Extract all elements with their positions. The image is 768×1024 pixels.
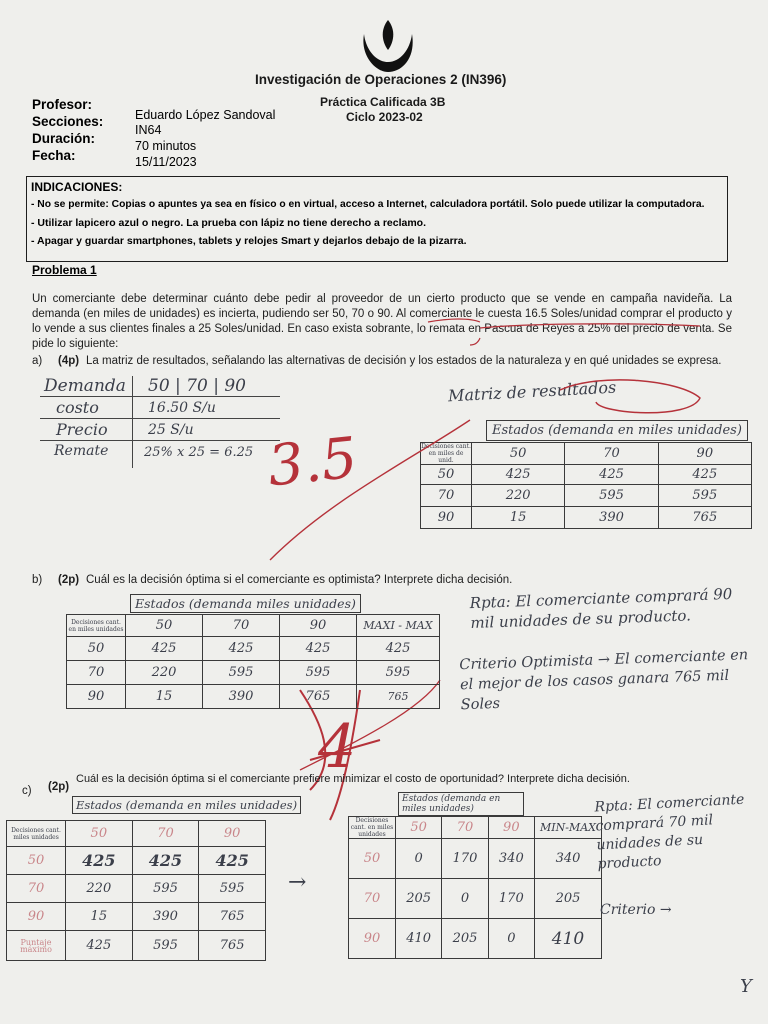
given-value-costo: 16.50 S/u: [148, 400, 216, 416]
value-fecha: 15/11/2023: [135, 155, 197, 169]
matrix-c-minmax-header: MIN-MAX: [535, 817, 602, 839]
matrix-b-cell: 425: [126, 637, 203, 661]
given-label-costo: costo: [56, 398, 99, 417]
matrix-a-cell: 425: [565, 465, 658, 485]
matrix-c-col: 90: [199, 821, 266, 847]
given-label-precio: Precio: [56, 420, 108, 439]
matrix-c-regret-decision: 50: [349, 839, 396, 879]
matrix-a-cell: 425: [472, 465, 565, 485]
matrix-a-cell: 595: [658, 485, 751, 507]
matrix-c-regret: [348, 816, 602, 959]
label-secciones: Secciones:: [32, 114, 104, 129]
part-b-label: b): [32, 574, 43, 586]
matrix-a-cell: 15: [472, 507, 565, 529]
matrix-b-cell: 425: [280, 637, 357, 661]
matrix-b-decision: 50: [67, 637, 126, 661]
grade-part-a: 3.5: [264, 425, 361, 500]
matrix-c-cell: 765: [199, 903, 266, 931]
grade-part-b: 4: [318, 712, 357, 782]
matrix-c-max-cell: 595: [132, 931, 199, 961]
matrix-c-corner: Decisiones cant. miles unidades: [7, 821, 66, 847]
given-label-remate: Remate: [54, 443, 109, 459]
part-b-criterion: Criterio Optimista → El comerciante en el mejor de los casos ganara 765 mil Soles: [459, 647, 749, 714]
matrix-c-cell: 425: [132, 847, 199, 875]
label-fecha: Fecha:: [32, 148, 76, 163]
value-profesor: Eduardo López Sandoval: [135, 108, 276, 122]
matrix-b-states-header: Estados (demanda miles unidades): [130, 594, 361, 613]
matrix-c-regret-cell: 340: [488, 839, 534, 879]
part-b-points: (2p): [58, 574, 80, 586]
matrix-c-regret-cell: 205: [442, 919, 488, 959]
matrix-a-cell: 425: [658, 465, 751, 485]
part-a-label: a): [32, 355, 43, 367]
matrix-b-corner: Decisiones cant. en miles unidades: [67, 615, 126, 637]
matrix-c-regret-states-header: Estados (demanda en miles unidades): [398, 792, 524, 816]
matrix-c-regret-col: 90: [488, 817, 534, 839]
footer-mark: Y: [740, 976, 752, 997]
practice-title: Práctica Calificada 3B: [320, 95, 446, 109]
matrix-c-regret-cell: 170: [442, 839, 488, 879]
course-title: Investigación de Operaciones 2 (IN396): [255, 72, 507, 87]
matrix-b-cell: 390: [203, 685, 280, 709]
matrix-c-regret-col: 50: [396, 817, 442, 839]
matrix-c-regret-max: 410: [535, 919, 602, 959]
matrix-a-col: 70: [565, 443, 658, 465]
part-b-answer: Rpta: El comerciante comprará 90 mil unidades de su producto.: [469, 584, 733, 633]
part-c-answer: Rpta: El comerciante comprará 70 mil unidades de su producto: [594, 791, 745, 873]
matrix-c-regret-cell: 0: [488, 919, 534, 959]
matrix-c-col: 70: [132, 821, 199, 847]
matrix-b: [66, 614, 440, 709]
matrix-b-cell: 595: [203, 661, 280, 685]
matrix-c-regret-max: 205: [535, 879, 602, 919]
matrix-c-max-cell: 425: [66, 931, 133, 961]
matrix-a-decision: 70: [421, 485, 472, 507]
matrix-c-cell: 425: [66, 847, 133, 875]
indication-3: - Apagar y guardar smartphones, tablets y relojes Smart y dejarlos debajo de la pizarra.: [31, 235, 467, 247]
part-c-label: c): [22, 785, 32, 797]
matrix-a-cell: 595: [565, 485, 658, 507]
matrix-a-cell: 765: [658, 507, 751, 529]
matrix-c-cell: 15: [66, 903, 133, 931]
matrix-b-cell: 220: [126, 661, 203, 685]
part-c-criterion: Criterio →: [600, 902, 672, 918]
indication-1: - No se permite: Copias o apuntes ya sea en físico o en virtual, acceso a Internet, calculadora portátil. Solo puede utilizar la computadora.: [31, 199, 705, 210]
arrow-icon: →: [288, 870, 307, 895]
matrix-b-cell: 765: [280, 685, 357, 709]
part-a-points: (4p): [58, 355, 80, 367]
matrix-c-cell: 595: [132, 875, 199, 903]
value-secciones: IN64: [135, 123, 162, 137]
matrix-a-col: 50: [472, 443, 565, 465]
matrix-b-max: 595: [357, 661, 440, 685]
matrix-c-regret-cell: 0: [442, 879, 488, 919]
cycle-title: Ciclo 2023-02: [346, 110, 423, 124]
matrix-b-cell: 425: [203, 637, 280, 661]
matrix-c: [6, 820, 266, 961]
matrix-c-regret-cell: 170: [488, 879, 534, 919]
given-label-demanda: Demanda: [44, 376, 126, 396]
part-c-text: Cuál es la decisión óptima si el comerciante prefiere minimizar el costo de oportunidad? Interprete dicha decisión.: [76, 773, 630, 785]
part-a-text: La matriz de resultados, señalando las alternativas de decisión y los estados de la naturaleza y en qué unidades se expresa.: [86, 355, 722, 367]
matrix-b-max: 425: [357, 637, 440, 661]
matrix-b-cell: 15: [126, 685, 203, 709]
given-value-remate: 25% x 25 = 6.25: [144, 445, 254, 460]
matrix-c-decision: 90: [7, 903, 66, 931]
matrix-b-decision: 90: [67, 685, 126, 709]
matrix-c-regret-max: 340: [535, 839, 602, 879]
matrix-c-states-header: Estados (demanda en miles unidades): [72, 796, 301, 814]
matrix-c-regret-col: 70: [442, 817, 488, 839]
matrix-c-max-row-label: Puntaje máximo: [7, 931, 66, 961]
problem-statement: Un comerciante debe determinar cuánto debe pedir al proveedor de un cierto producto que se vende en campaña navideña. La demanda (en miles de unidades) es incierta, pudiendo ser 50, 70 o 90. Al comerciante le cuesta 16.5 Soles/unidad comprar el producto y lo vende a sus clientes finales a 25 Soles/unidad. En caso exista sobrante, lo remata en Pascua de Reyes a 25% del precio de venta. Se pide lo siguiente:: [32, 293, 732, 350]
matrix-a-cell: 390: [565, 507, 658, 529]
matrix-b-maximax-header: MAXI - MAX: [357, 615, 440, 637]
matrix-c-cell: 220: [66, 875, 133, 903]
matrix-b-cell: 595: [280, 661, 357, 685]
matrix-b-decision: 70: [67, 661, 126, 685]
matrix-b-col: 70: [203, 615, 280, 637]
indications-title: INDICACIONES:: [31, 180, 123, 194]
matrix-c-cell: 595: [199, 875, 266, 903]
label-duracion: Duración:: [32, 131, 96, 146]
label-profesor: Profesor:: [32, 97, 93, 112]
matrix-title: Matriz de resultados: [447, 377, 617, 406]
matrix-c-col: 50: [66, 821, 133, 847]
part-c-points: (2p): [48, 781, 70, 793]
matrix-c-cell: 390: [132, 903, 199, 931]
problem-title: Problema 1: [32, 263, 97, 277]
matrix-c-regret-cell: 0: [396, 839, 442, 879]
matrix-a-col: 90: [658, 443, 751, 465]
indication-2: - Utilizar lapicero azul o negro. La prueba con lápiz no tiene derecho a reclamo.: [31, 217, 427, 229]
matrix-b-col: 50: [126, 615, 203, 637]
matrix-a-corner: Decisiones cant. en miles de unid.: [421, 443, 471, 464]
matrix-a-cell: 220: [472, 485, 565, 507]
given-value-precio: 25 S/u: [148, 422, 194, 438]
matrix-a-states-header: Estados (demanda en miles unidades): [486, 420, 748, 441]
matrix-b-col: 90: [280, 615, 357, 637]
matrix-c-regret-decision: 90: [349, 919, 396, 959]
matrix-a-decision: 90: [421, 507, 472, 529]
matrix-c-regret-decision: 70: [349, 879, 396, 919]
value-duracion: 70 minutos: [135, 139, 197, 153]
matrix-c-cell: 425: [199, 847, 266, 875]
matrix-c-regret-corner: Decisiones cant. en miles unidades: [349, 817, 396, 839]
matrix-c-decision: 70: [7, 875, 66, 903]
matrix-c-regret-cell: 410: [396, 919, 442, 959]
matrix-c-regret-cell: 205: [396, 879, 442, 919]
part-b-text: Cuál es la decisión óptima si el comerciante es optimista? Interprete dicha decisión.: [86, 574, 513, 586]
given-value-demanda: 50 | 70 | 90: [148, 376, 246, 396]
matrix-c-decision: 50: [7, 847, 66, 875]
matrix-c-max-cell: 765: [199, 931, 266, 961]
matrix-b-max: 765: [357, 685, 440, 709]
matrix-a-decision: 50: [421, 465, 472, 485]
